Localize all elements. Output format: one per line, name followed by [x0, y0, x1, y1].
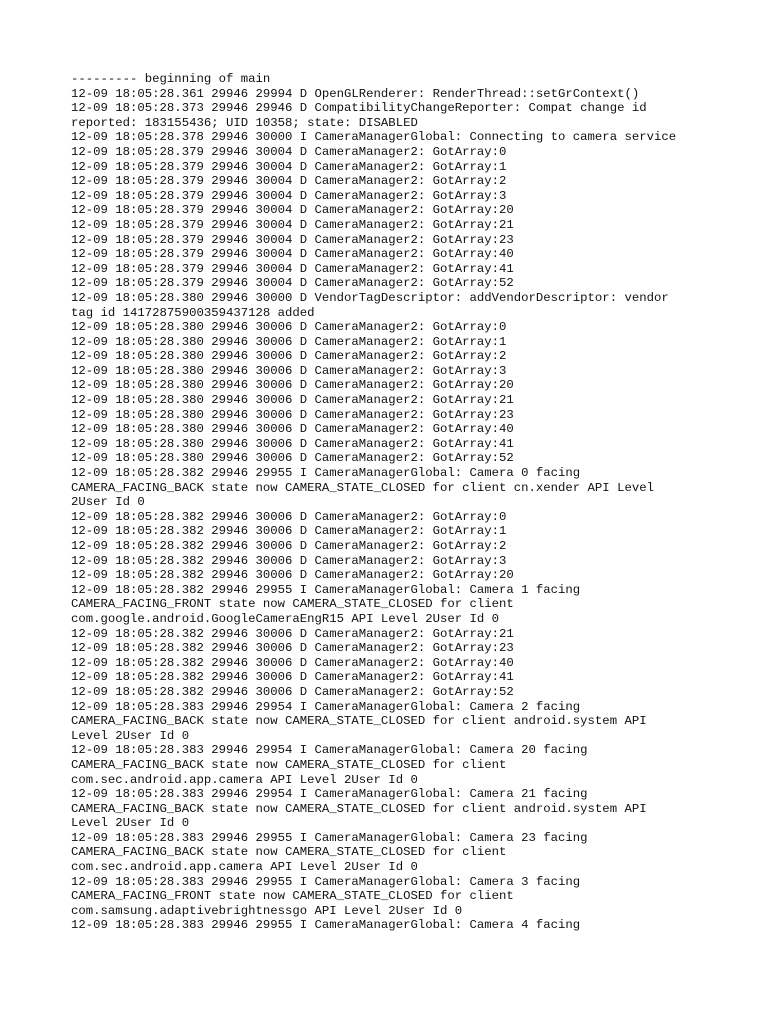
log-line: 12-09 18:05:28.379 29946 30004 D CameraManager2: GotArray:41 — [71, 261, 514, 276]
log-line: 12-09 18:05:28.373 29946 29946 D CompatibilityChangeReporter: Compat change id — [71, 101, 647, 116]
log-line: 12-09 18:05:28.380 29946 30006 D CameraManager2: GotArray:0 — [71, 320, 507, 335]
log-line: 12-09 18:05:28.379 29946 30004 D CameraManager2: GotArray:40 — [71, 247, 514, 262]
log-line: 12-09 18:05:28.382 29946 30006 D CameraManager2: GotArray:20 — [71, 568, 514, 583]
log-line: 12-09 18:05:28.382 29946 30006 D CameraManager2: GotArray:41 — [71, 670, 514, 685]
log-line: 12-09 18:05:28.361 29946 29994 D OpenGLRenderer: RenderThread::setGrContext() — [71, 86, 640, 101]
log-line: CAMERA_FACING_BACK state now CAMERA_STATE_CLOSED for client — [71, 757, 507, 772]
log-line: 12-09 18:05:28.380 29946 30006 D CameraManager2: GotArray:52 — [71, 451, 514, 466]
log-line: 12-09 18:05:28.382 29946 30006 D CameraManager2: GotArray:52 — [71, 684, 514, 699]
log-line: 12-09 18:05:28.379 29946 30004 D CameraManager2: GotArray:2 — [71, 174, 507, 189]
log-line: 12-09 18:05:28.382 29946 30006 D CameraManager2: GotArray:1 — [71, 524, 507, 539]
log-line: 12-09 18:05:28.380 29946 30006 D CameraManager2: GotArray:40 — [71, 422, 514, 437]
log-line: CAMERA_FACING_BACK state now CAMERA_STATE_CLOSED for client — [71, 845, 507, 860]
log-line: CAMERA_FACING_BACK state now CAMERA_STATE_CLOSED for client cn.xender API Level — [71, 480, 654, 495]
log-line: 12-09 18:05:28.380 29946 30000 D VendorTagDescriptor: addVendorDescriptor: vendor — [71, 290, 669, 305]
log-line: 12-09 18:05:28.380 29946 30006 D CameraManager2: GotArray:2 — [71, 349, 507, 364]
log-line: CAMERA_FACING_BACK state now CAMERA_STATE_CLOSED for client android.system API — [71, 714, 647, 729]
log-line: Level 2User Id 0 — [71, 816, 190, 831]
log-line: 12-09 18:05:28.382 29946 29955 I CameraManagerGlobal: Camera 1 facing — [71, 582, 581, 597]
log-line: 12-09 18:05:28.379 29946 30004 D CameraManager2: GotArray:1 — [71, 159, 507, 174]
log-line: com.google.android.GoogleCameraEngR15 API Level 2User Id 0 — [71, 611, 500, 626]
log-line: 12-09 18:05:28.382 29946 30006 D CameraManager2: GotArray:21 — [71, 626, 514, 641]
log-line: com.sec.android.app.camera API Level 2User Id 0 — [71, 772, 418, 787]
log-line: Level 2User Id 0 — [71, 728, 190, 743]
log-line: 12-09 18:05:28.379 29946 30004 D CameraManager2: GotArray:52 — [71, 276, 514, 291]
log-line: CAMERA_FACING_FRONT state now CAMERA_STATE_CLOSED for client — [71, 597, 514, 612]
log-line: 12-09 18:05:28.383 29946 29954 I CameraManagerGlobal: Camera 20 facing — [71, 743, 588, 758]
log-body — [71, 72, 711, 933]
log-line: 12-09 18:05:28.382 29946 30006 D CameraManager2: GotArray:0 — [71, 509, 507, 524]
log-line: CAMERA_FACING_FRONT state now CAMERA_STATE_CLOSED for client — [71, 889, 514, 904]
log-line: 12-09 18:05:28.379 29946 30004 D CameraManager2: GotArray:21 — [71, 217, 514, 232]
log-line: CAMERA_FACING_BACK state now CAMERA_STATE_CLOSED for client android.system API — [71, 801, 647, 816]
log-line: com.samsung.adaptivebrightnessgo API Level 2User Id 0 — [71, 903, 463, 918]
log-line: 12-09 18:05:28.382 29946 30006 D CameraManager2: GotArray:40 — [71, 655, 514, 670]
log-line: 12-09 18:05:28.380 29946 30006 D CameraManager2: GotArray:1 — [71, 334, 507, 349]
log-line: 12-09 18:05:28.378 29946 30000 I CameraManagerGlobal: Connecting to camera service — [71, 130, 677, 145]
log-line: 12-09 18:05:28.380 29946 30006 D CameraManager2: GotArray:23 — [71, 407, 514, 422]
log-line: 12-09 18:05:28.380 29946 30006 D CameraManager2: GotArray:41 — [71, 436, 514, 451]
log-line: 12-09 18:05:28.383 29946 29954 I CameraManagerGlobal: Camera 21 facing — [71, 787, 588, 802]
log-document — [71, 72, 711, 933]
log-line: 12-09 18:05:28.379 29946 30004 D CameraManager2: GotArray:3 — [71, 188, 507, 203]
log-line: 12-09 18:05:28.380 29946 30006 D CameraManager2: GotArray:20 — [71, 378, 514, 393]
log-line: reported: 183155436; UID 10358; state: DISABLED — [71, 115, 418, 130]
log-line: 12-09 18:05:28.380 29946 30006 D CameraManager2: GotArray:21 — [71, 393, 514, 408]
log-header-line: --------- beginning of main — [71, 72, 271, 86]
log-line: 2User Id 0 — [71, 495, 145, 510]
log-line: 12-09 18:05:28.383 29946 29955 I CameraManagerGlobal: Camera 3 facing — [71, 874, 581, 889]
log-line: com.sec.android.app.camera API Level 2User Id 0 — [71, 860, 418, 875]
log-line: 12-09 18:05:28.383 29946 29954 I CameraManagerGlobal: Camera 2 facing — [71, 699, 581, 714]
log-line: tag id 14172875900359437128 added — [71, 305, 315, 320]
log-line: 12-09 18:05:28.382 29946 30006 D CameraManager2: GotArray:2 — [71, 539, 507, 553]
log-line: 12-09 18:05:28.379 29946 30004 D CameraManager2: GotArray:23 — [71, 232, 514, 247]
log-line: 12-09 18:05:28.379 29946 30004 D CameraManager2: GotArray:0 — [71, 144, 507, 159]
log-line: 12-09 18:05:28.382 29946 30006 D CameraManager2: GotArray:3 — [71, 553, 507, 568]
log-line: 12-09 18:05:28.382 29946 29955 I CameraManagerGlobal: Camera 0 facing — [71, 466, 581, 481]
log-line: 12-09 18:05:28.383 29946 29955 I CameraManagerGlobal: Camera 4 facing — [71, 918, 581, 933]
log-line: 12-09 18:05:28.382 29946 30006 D CameraManager2: GotArray:23 — [71, 641, 514, 656]
log-line: 12-09 18:05:28.379 29946 30004 D CameraManager2: GotArray:20 — [71, 203, 514, 218]
log-line: 12-09 18:05:28.383 29946 29955 I CameraManagerGlobal: Camera 23 facing — [71, 830, 588, 845]
log-line: 12-09 18:05:28.380 29946 30006 D CameraManager2: GotArray:3 — [71, 363, 507, 378]
